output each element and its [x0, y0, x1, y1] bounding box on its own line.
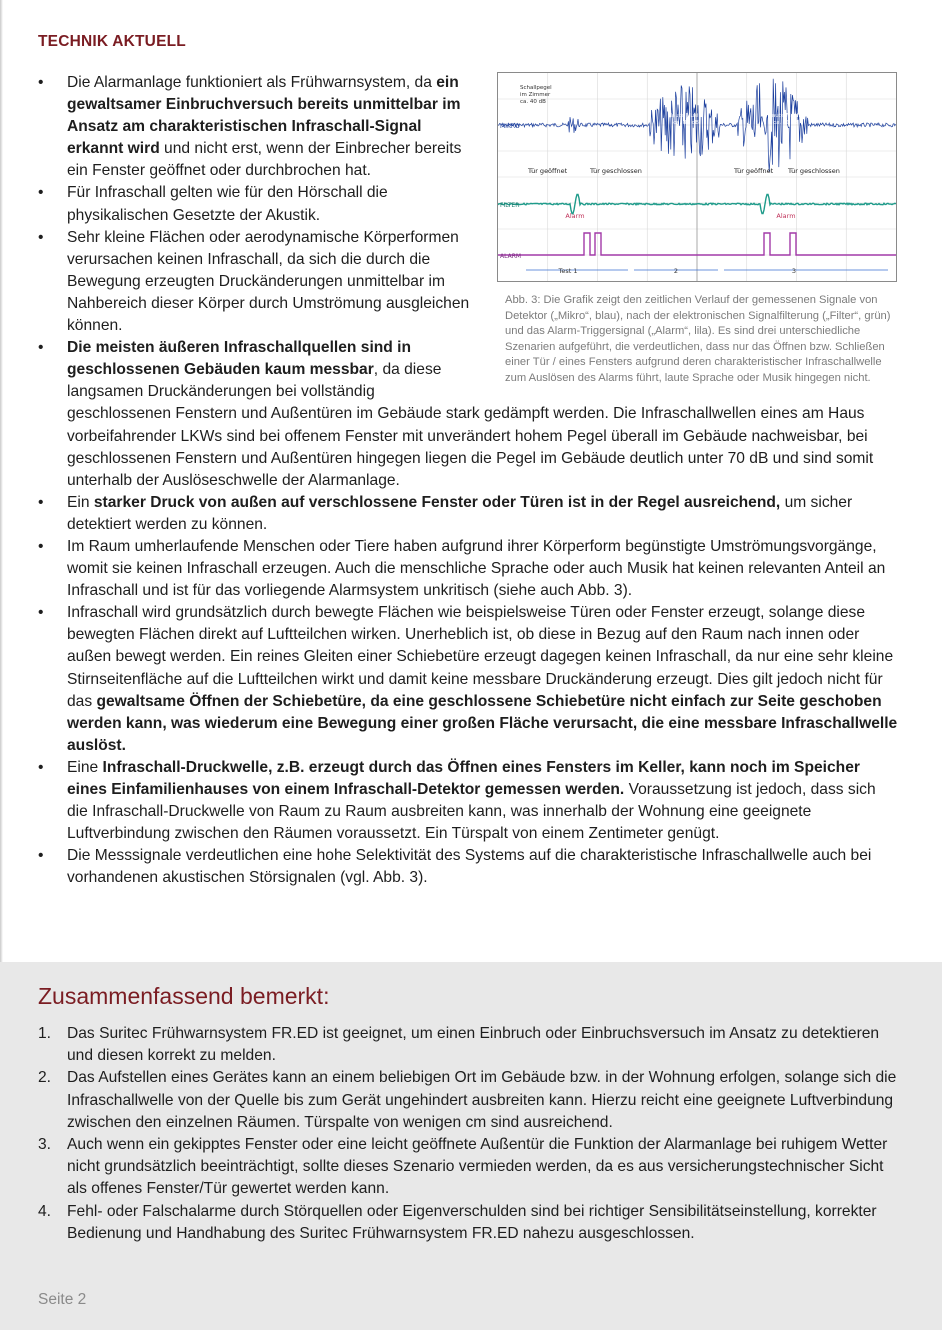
summary-item [38, 1134, 898, 1201]
list-item [38, 227, 481, 337]
test-3-label: 3 [791, 267, 797, 275]
figure-caption: Abb. 3: Die Grafik zeigt den zeitlichen Verlauf der gemessenen Signale von Detektor („Mikro“, blau), nach der elektronischen Signalfilterung („Filter“, grün) und das Alarm-Triggersignal („Alarm“, lila). Es sind drei unterschiedliche Szenarien aufgeführt, die verdeutlichen, dass nur das Öffnen bzw. Schließen einer Tür / eines Fensters aufgrund deren charakteristischer Infraschallwelle zum Auslösen des Alarms führt, laute Sprache oder Musik hingegen nicht. [505, 294, 891, 384]
summary-item [38, 1023, 898, 1067]
music-label-2: ca. 70 dB [773, 120, 799, 126]
list-item [38, 757, 898, 845]
bullet-bold-text: ein gewaltsamer Einbruchversuch bereits unmittelbar im Ansatz am charakteristischen Infraschall-Signal erkannt wird [67, 74, 461, 158]
bullet-icon: • [38, 339, 44, 357]
door-closed-label: Tür geschlossen [788, 167, 840, 175]
bullet-text: Eine [67, 758, 103, 776]
item-number: 3. [38, 1136, 52, 1154]
list-item [38, 492, 898, 536]
music-label-1: laute Musik [670, 113, 702, 119]
list-item [38, 536, 898, 602]
technik-bullet-list [38, 72, 898, 889]
figure-spacer [480, 337, 898, 403]
noise-level-label: ca. 40 dB [520, 99, 546, 105]
bullet-text: um sicher detektiert werden zu können. [67, 493, 853, 533]
music-label-2: laute Musik [770, 113, 802, 119]
channel-label-filter: FILTER [500, 202, 520, 209]
door-open-label: Tür geöffnet [528, 167, 568, 175]
noise-level-label: im Zimmer [520, 92, 551, 98]
page-number: Seite 2 [38, 1291, 87, 1308]
summary-item [38, 1201, 898, 1245]
bullet-bold-text: Infraschall-Druckwelle, z.B. erzeugt durch das Öffnen eines Fensters im Keller, kann noch im Speicher eines Einfamilienhauses von einem Infraschall-Detektor gemessen werden. [67, 758, 860, 798]
bullet-icon: • [38, 847, 44, 865]
bullet-text: Für Infraschall gelten wie für den Hörschall die physikalischen Gesetzte der Akustik. [67, 184, 388, 224]
channel-label-mikro: MIKRO [500, 123, 520, 130]
bullet-bold-text: gewaltsame Öffnen der Schiebetüre, da eine geschlossene Schiebetüre nicht einfach zur Seite geschoben werden kann, was wiederum eine Bewegung einer großen Fläche verursacht, die eine messbare Infraschallwelle auslöst. [67, 692, 898, 754]
bullet-icon: • [38, 493, 44, 511]
door-open-label: Tür geöffnet [734, 167, 774, 175]
list-item [38, 845, 898, 889]
summary-heading: Zusammenfassend bemerkt: [38, 983, 330, 1009]
item-number: 2. [38, 1069, 52, 1087]
bullet-text: Voraussetzung ist jedoch, dass sich die Infraschall-Druckwelle von Raum zu Raum ausbreiten kann, was innerhalb der Wohnung eine geeignete Luftverbindung zwischen den Räumen voraussetzt. Ein Türspalt von einem Zentimeter genügt. [67, 781, 876, 843]
bullet-icon: • [38, 228, 44, 246]
list-item [38, 337, 898, 492]
summary-item-text: Auch wenn ein gekipptes Fenster oder eine leicht geöffnete Außentür die Funktion der Alarmanlage bei ruhigem Wetter nicht grundsätzlich beeinträchtigt, sollte dieses Szenario vermieden werden, da es aus versicherungstechnischer Sicht als offenes Fenster/Tür gewertet werden kann. [67, 1136, 888, 1198]
summary-list [38, 1023, 898, 1245]
summary-item [38, 1067, 898, 1134]
bullet-bold-text: Die meisten äußeren Infraschallquellen sind in geschlossenen Gebäuden kaum messbar [67, 339, 412, 379]
bullet-icon: • [38, 604, 44, 622]
bullet-text: , da diese langsamen Druckänderungen bei vollständig geschlossenen Fenstern und Außentüren im Gebäude stark gedämpft werden. Die Infraschallwellen eines am Haus vorbeifahrender LKWs sind bei offenem Fenster mit unverändert hohem Pegel überall im Gebäude nachweisbar, bei geschlossenen Fenstern und Außentüren hingegen liegen die Pegel im Gebäude deutlich unter 70 dB und sind somit unterhalb der Auslöseschwelle der Alarmanlage. [67, 361, 874, 489]
test-1-label: Test 1 [558, 267, 578, 275]
alarm-label: Alarm [565, 212, 585, 220]
test-2-label: 2 [673, 267, 679, 275]
summary-item-text: Fehl- oder Falschalarme durch Störquellen oder Eigenverschulden sind bei richtiger Sensibilitätseinstellung, korrekter Bedienung und Handhabung des Suritec Frühwarnsystem FR.ED nahezu ausgeschlossen. [67, 1202, 877, 1242]
channel-label-alarm: ALARM [500, 253, 522, 260]
bullet-text: Sehr kleine Flächen oder aerodynamische Körperformen verursachen keinen Infraschall, da sich die durch die Bewegung erzeugten Druckänderungen unmittelbar im Nahbereich dieser Körper durch Umströmung ausgleichen können. [67, 228, 470, 335]
door-closed-label: Tür geschlossen [590, 167, 642, 175]
bullet-text: Die Alarmanlage funktioniert als Frühwarnsystem, da [67, 74, 437, 91]
alarm-label: Alarm [776, 212, 796, 220]
bullet-icon: • [38, 537, 44, 555]
summary-item-text: Das Suritec Frühwarnsystem FR.ED ist geeignet, um einen Einbruch oder Einbruchsversuch im Ansatz zu detektieren und diesen korrekt zu melden. [67, 1025, 880, 1065]
section-header: TECHNIK AKTUELL [38, 33, 186, 50]
bullet-icon: • [38, 184, 44, 202]
item-number: 1. [38, 1025, 52, 1042]
list-item [38, 72, 481, 182]
bullet-icon: • [38, 758, 44, 776]
item-number: 4. [38, 1202, 52, 1220]
bullet-text: und nicht erst, wenn der Einbrecher bereits ein Fenster geöffnet oder durchbrochen hat. [67, 140, 462, 180]
list-item [38, 602, 898, 757]
bullet-bold-text: starker Druck von außen auf verschlossene Fenster oder Türen ist in der Regel ausreichend, [93, 493, 781, 511]
music-label-1: ca. 80 dB [673, 120, 699, 126]
bullet-text: Im Raum umherlaufende Menschen oder Tiere haben aufgrund ihrer Körperform begünstigte Umströmungsvorgänge, womit sie keinen Infraschall erzeugen. Auch die menschliche Sprache oder auch Musik hat keinen relevanten Anteil an Infraschall und ist für das vorliegende Alarmsystem unkritisch (siehe auch Abb. 3). [67, 537, 886, 600]
noise-level-label: Schallpegel [520, 85, 552, 91]
bullet-text: Infraschall wird grundsätzlich durch bewegte Flächen wie beispielsweise Türen oder Fenster erzeugt, solange diese bewegten Flächen direkt auf Luftteilchen wirken. Unerheblich ist, ob diese in Bezug auf den Raum nach innen oder außen bewegt werden. Ein reines Gleiten einer Schiebetüre erzeugt dagegen keinen Infraschall, da nur eine sehr kleine Stirnseitenfläche auf die Luftteilchen wirkt und damit keine messbare Druckänderung erzeugt. Dies gilt jedoch nicht für das [67, 604, 894, 710]
bullet-text: Ein [67, 493, 94, 511]
bullet-icon: • [38, 74, 44, 91]
list-item [38, 182, 481, 226]
summary-item-text: Das Aufstellen eines Gerätes kann an einem beliebigen Ort im Gebäude bzw. in der Wohnung erfolgen, solange sich die Infraschallwelle von der Quelle bis zum Gerät ungehindert ausbreiten kann. Hierzu reicht eine geeignete Luftverbindung zwischen den einzelnen Räumen. Türspalte von wenigen cm sind ausreichend. [67, 1069, 897, 1131]
bullet-text: Die Messsignale verdeutlichen eine hohe Selektivität des Systems auf die charakteristische Infraschallwelle auch bei vorhandenen akustischen Störsignalen (vgl. Abb. 3). [67, 847, 872, 887]
